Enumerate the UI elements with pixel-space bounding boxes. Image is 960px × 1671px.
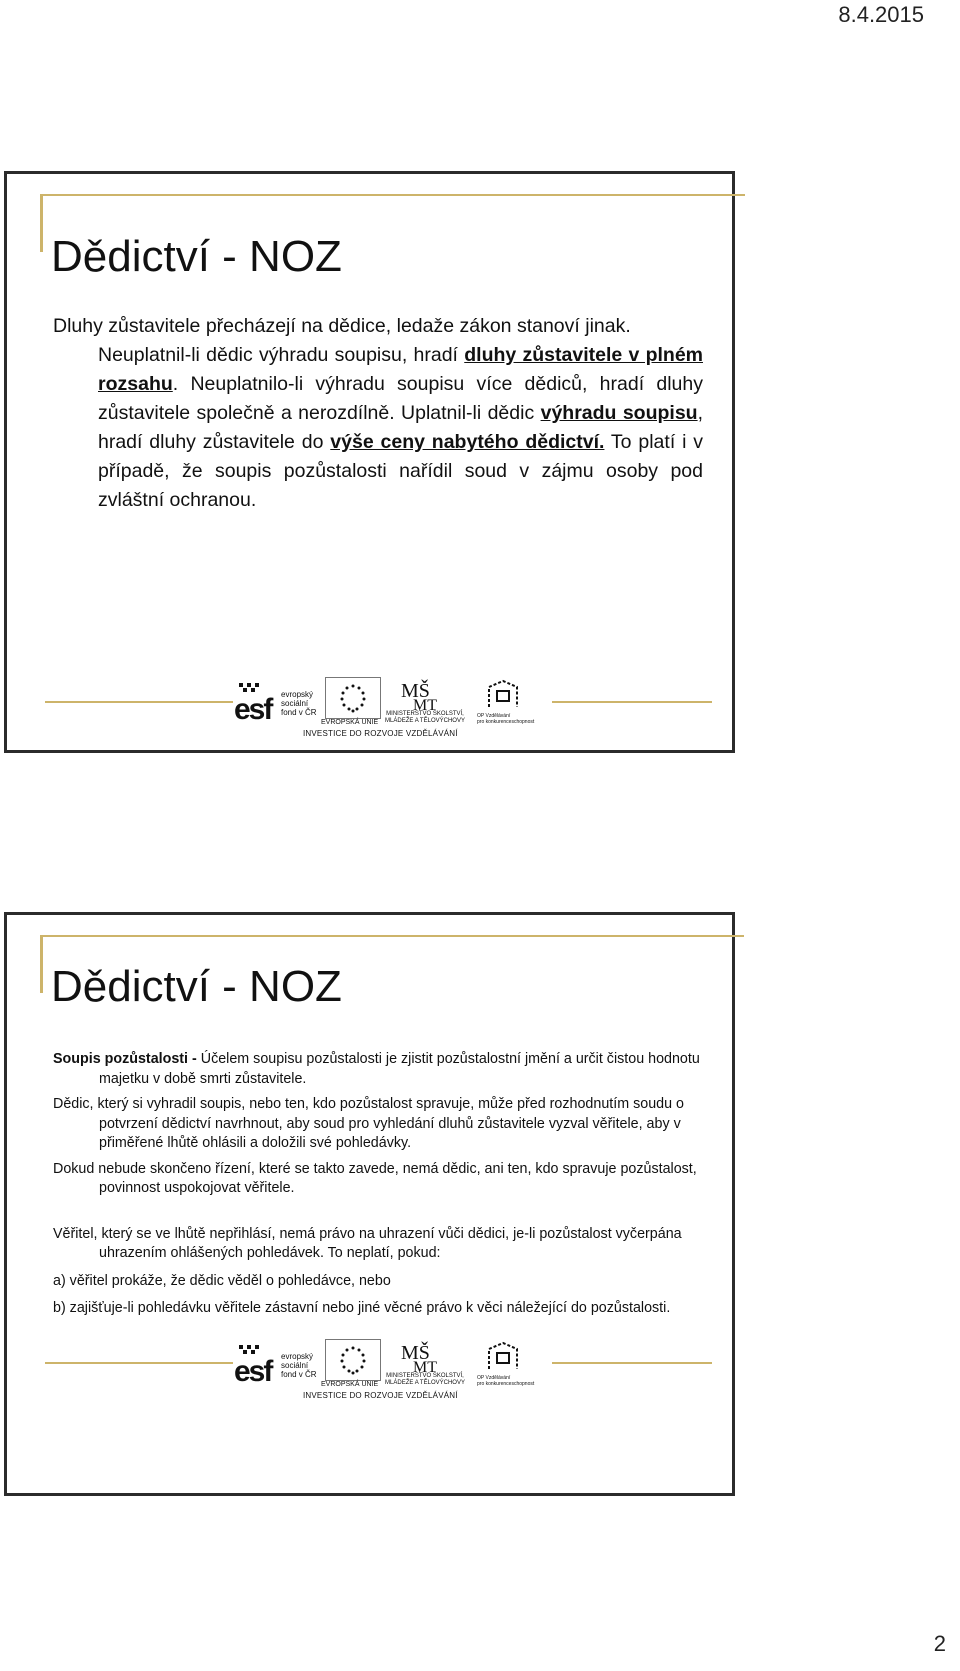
esf-caption-line: sociální: [281, 1361, 309, 1370]
esf-logo-icon: [233, 681, 277, 723]
logo-strip: [233, 1339, 543, 1401]
slide-1: [4, 171, 735, 753]
eu-caption: EVROPSKÁ UNIE: [321, 1381, 379, 1388]
msmt-caption-line: MINISTERSTVO ŠKOLSTVÍ,: [386, 1373, 464, 1379]
op-caption-line: pro konkurenceschopnost: [477, 1381, 535, 1387]
svg-text:MŠ: MŠ: [401, 1342, 430, 1364]
msmt-caption-line: MLÁDEŽE A TĚLOVÝCHOVY: [385, 1380, 465, 1386]
op-logo-icon: [483, 677, 523, 713]
paragraph: Věřitel, který se ve lhůtě nepřihlásí, nemá právo na uhrazení vůči dědici, je-li pozůstalost vyčerpána uhrazením ohlášených pohledávek. To neplatí, pokud:: [53, 1225, 682, 1261]
footer-line: [552, 1362, 712, 1364]
msmt-caption-line: MINISTERSTVO ŠKOLSTVÍ,: [386, 711, 464, 717]
footer-line: [45, 1362, 235, 1364]
footer-line: [552, 701, 712, 703]
esf-caption-line: fond v ČR: [281, 1370, 317, 1379]
paragraph: [53, 1050, 703, 1089]
op-caption-line: OP Vzdělávání: [477, 713, 511, 719]
page-date: 8.4.2015: [838, 2, 924, 27]
accent-line: [40, 935, 43, 993]
svg-text:MŠ: MŠ: [401, 680, 430, 702]
paragraph: [53, 341, 703, 515]
svg-text:MT: MT: [413, 697, 437, 711]
text-run: , hradí dluhy zůstavitele do: [98, 402, 704, 453]
text-run: Účelem soupisu pozůstalosti je zjistit pozůstalostní jmění a určit čistou hodnotu majetku v době smrti zůstavitele.: [99, 1051, 700, 1087]
text-run: Neuplatnil-li dědic výhradu soupisu, hradí: [98, 344, 465, 366]
esf-caption-line: sociální: [281, 699, 309, 708]
underlined-term: výhradu soupisu: [540, 402, 698, 424]
paragraph: Dědic, který si vyhradil soupis, nebo ten, kdo pozůstalost spravuje, může před rozhodnutím soudu o potvrzení dědictví navrhnout, aby soud pro vyhledání dluhů zůstavitele vyzval věřitele, aby v přiměřené lhůtě ohlásili a doložili své pohledávky.: [53, 1096, 684, 1151]
paragraph: Dluhy zůstavitele přecházejí na dědice, ledaže zákon stanoví jinak.: [53, 315, 631, 337]
eu-caption: EVROPSKÁ UNIE: [321, 719, 379, 726]
op-caption-line: OP Vzdělávání: [477, 1375, 511, 1381]
esf-caption: [281, 1352, 317, 1379]
invest-caption: INVESTICE DO ROZVOJE VZDĚLÁVÁNÍ: [303, 729, 458, 738]
op-caption-line: pro konkurenceschopnost: [477, 719, 535, 725]
esf-caption-line: fond v ČR: [281, 708, 317, 717]
esf-caption: [281, 690, 317, 717]
footer-line: [45, 701, 235, 703]
op-caption: [477, 1375, 537, 1387]
msmt-caption-line: MLÁDEŽE A TĚLOVÝCHOVY: [385, 718, 465, 724]
slide-body: [53, 1050, 703, 1325]
paragraph: a) věřitel prokáže, že dědic věděl o pohledávce, nebo: [53, 1272, 391, 1289]
svg-text:esf: esf: [234, 693, 272, 723]
page-number: 2: [933, 1631, 946, 1656]
paragraph: b) zajišťuje-li pohledávku věřitele zástavní nebo jiné věcné právo k věci náležející do pozůstalosti.: [53, 1300, 671, 1316]
msmt-caption: [385, 1373, 465, 1387]
slide-2: [4, 912, 735, 1496]
op-caption: [477, 713, 537, 725]
op-logo-icon: [483, 1339, 523, 1375]
msmt-caption: [385, 711, 465, 725]
eu-flag-icon: [325, 1339, 381, 1381]
underlined-term: dluhy zůstavitele v plném rozsahu: [98, 344, 703, 395]
slide-body: [53, 312, 703, 515]
esf-caption-line: evropský: [281, 690, 314, 699]
msmt-logo-icon: [401, 1339, 443, 1373]
accent-line: [40, 194, 43, 252]
accent-line: [40, 194, 745, 196]
slide-title: Dědictví - NOZ: [51, 962, 342, 1011]
underlined-term: výše ceny nabytého dědictví.: [330, 431, 605, 453]
invest-caption: INVESTICE DO ROZVOJE VZDĚLÁVÁNÍ: [303, 1391, 458, 1400]
svg-text:MT: MT: [413, 1359, 437, 1373]
text-run: . Neuplatnilo-li výhradu soupisu více dědiců, hradí dluhy zůstavitele společně a nerozdílně. Uplatnil-li dědic: [98, 373, 703, 424]
paragraph: Dokud nebude skončeno řízení, které se takto zavede, nemá dědic, ani ten, kdo spravuje pozůstalost, povinnost uspokojovat věřitele.: [53, 1160, 697, 1196]
logo-strip: [233, 677, 543, 739]
esf-caption-line: evropský: [281, 1352, 314, 1361]
msmt-logo-icon: [401, 677, 443, 711]
esf-logo-icon: [233, 1343, 277, 1385]
bold-term: Soupis pozůstalosti -: [53, 1051, 201, 1067]
eu-flag-icon: [325, 677, 381, 719]
svg-text:esf: esf: [234, 1355, 272, 1385]
slide-title: Dědictví - NOZ: [51, 232, 342, 281]
accent-line: [40, 935, 744, 937]
text-run: To platí i v případě, že soupis pozůstalosti nařídil soud v zájmu osoby pod zvláštní ochranou.: [98, 431, 704, 511]
